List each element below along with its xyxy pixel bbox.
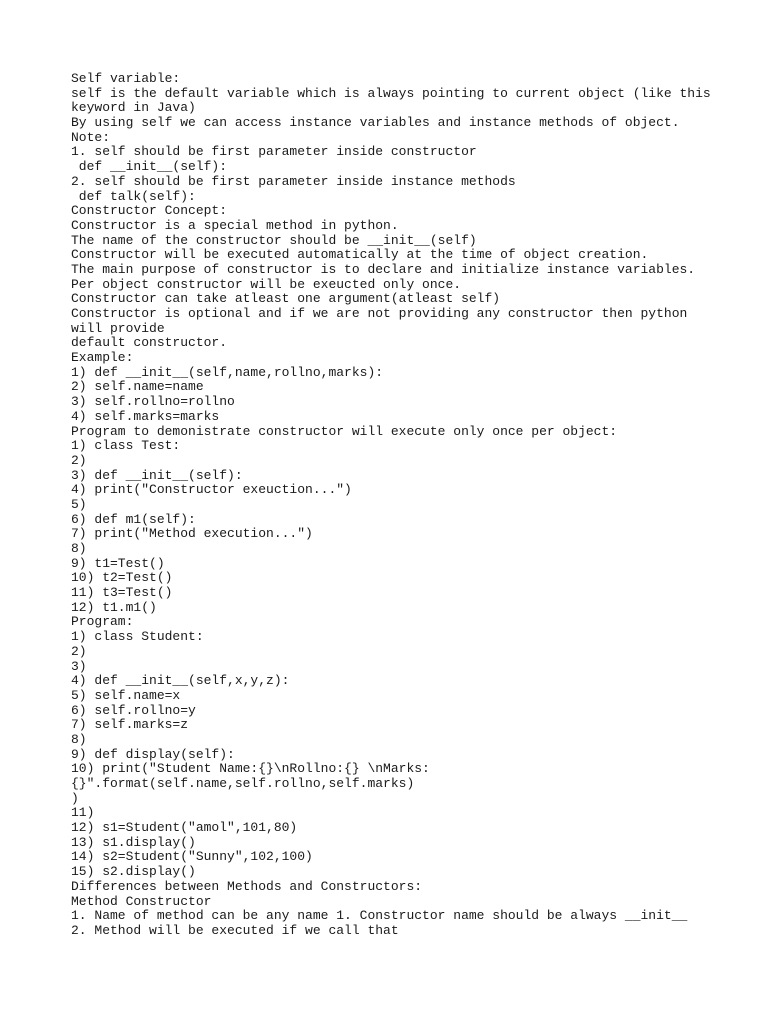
text-line: ) xyxy=(71,790,79,806)
text-line: 2) self.name=name xyxy=(71,379,204,395)
text-line: 5) xyxy=(71,496,87,512)
text-line: 1) def __init__(self,name,rollno,marks): xyxy=(71,364,384,380)
text-line: Constructor is optional and if we are not providing any constructor then python xyxy=(71,306,688,321)
document-page xyxy=(71,72,751,939)
text-line: 2. Method will be executed if we call that xyxy=(71,922,399,938)
text-line: 4) def __init__(self,x,y,z): xyxy=(71,673,290,689)
text-line: Per object constructor will be exeucted only once. xyxy=(71,276,462,292)
text-line: def __init__(self): xyxy=(71,159,228,175)
text-line: 14) s2=Student("Sunny",102,100) xyxy=(71,849,313,865)
text-line: The main purpose of constructor is to declare and initialize instance variables. xyxy=(71,261,696,277)
text-line: 11) xyxy=(71,805,95,821)
text-line: 10) t2=Test() xyxy=(71,570,173,586)
text-line: Note: xyxy=(71,129,111,145)
text-line: 4) self.marks=marks xyxy=(71,408,220,424)
text-line: Program to demonistrate constructor will execute only once per object: xyxy=(71,423,618,439)
text-line: 11) t3=Test() xyxy=(71,585,173,601)
text-line: 3) xyxy=(71,658,87,674)
text-line: 3) def __init__(self): xyxy=(71,467,243,483)
text-line: 5) self.name=x xyxy=(71,687,181,703)
text-line: 8) xyxy=(71,541,87,556)
text-line: 9) def display(self): xyxy=(71,746,235,762)
text-line: Program: xyxy=(71,614,134,630)
text-line: Constructor Concept: xyxy=(71,203,228,219)
text-line: 12) s1=Student("amol",101,80) xyxy=(71,820,298,836)
text-line: 4) print("Constructor exeuction...") xyxy=(71,482,352,498)
text-line: 1) class Student: xyxy=(71,629,204,645)
text-line: 8) xyxy=(71,731,87,747)
text-line: 1. Name of method can be any name 1. Constructor name should be always __init__ xyxy=(71,908,688,924)
text-line: 6) self.rollno=y xyxy=(71,702,196,718)
text-line: 7) self.marks=z xyxy=(71,717,189,733)
text-line: 13) s1.display() xyxy=(71,834,196,850)
text-line: 1. self should be first parameter inside constructor xyxy=(71,144,477,160)
text-line: 10) print("Student Name:{}\nRollno:{} \nMarks: xyxy=(71,761,430,777)
text-line: Constructor can take atleast one argument(atleast self) xyxy=(71,291,501,307)
text-line: Example: xyxy=(71,350,134,366)
text-line: 1) class Test: xyxy=(71,438,181,454)
text-line: def talk(self): xyxy=(71,188,196,204)
text-line: 2. self should be first parameter inside instance methods xyxy=(71,173,516,189)
text-line: Method Constructor xyxy=(71,893,212,909)
text-line: 9) t1=Test() xyxy=(71,555,165,571)
text-line: 3) self.rollno=rollno xyxy=(71,394,235,410)
text-line: 6) def m1(self): xyxy=(71,511,196,527)
text-line: Self variable: xyxy=(71,71,181,86)
text-line: 15) s2.display() xyxy=(71,864,196,880)
text-line: will provide xyxy=(71,320,165,336)
text-line: Constructor will be executed automatically at the time of object creation. xyxy=(71,247,649,263)
text-line: 12) t1.m1() xyxy=(71,599,157,615)
text-line: By using self we can access instance variables and instance methods of object. xyxy=(71,115,680,131)
text-line: default constructor. xyxy=(71,335,228,351)
text-line: 7) print("Method execution...") xyxy=(71,526,313,542)
text-line: The name of the constructor should be __init__(self) xyxy=(71,232,477,248)
text-line: Differences between Methods and Constructors: xyxy=(71,878,423,894)
text-line: {}".format(self.name,self.rollno,self.marks) xyxy=(71,776,415,791)
text-line: keyword in Java) xyxy=(71,100,196,116)
text-line: Constructor is a special method in python. xyxy=(71,217,399,233)
text-line: 2) xyxy=(71,452,87,468)
text-line: self is the default variable which is always pointing to current object (like this xyxy=(71,85,711,101)
text-line: 2) xyxy=(71,643,87,659)
